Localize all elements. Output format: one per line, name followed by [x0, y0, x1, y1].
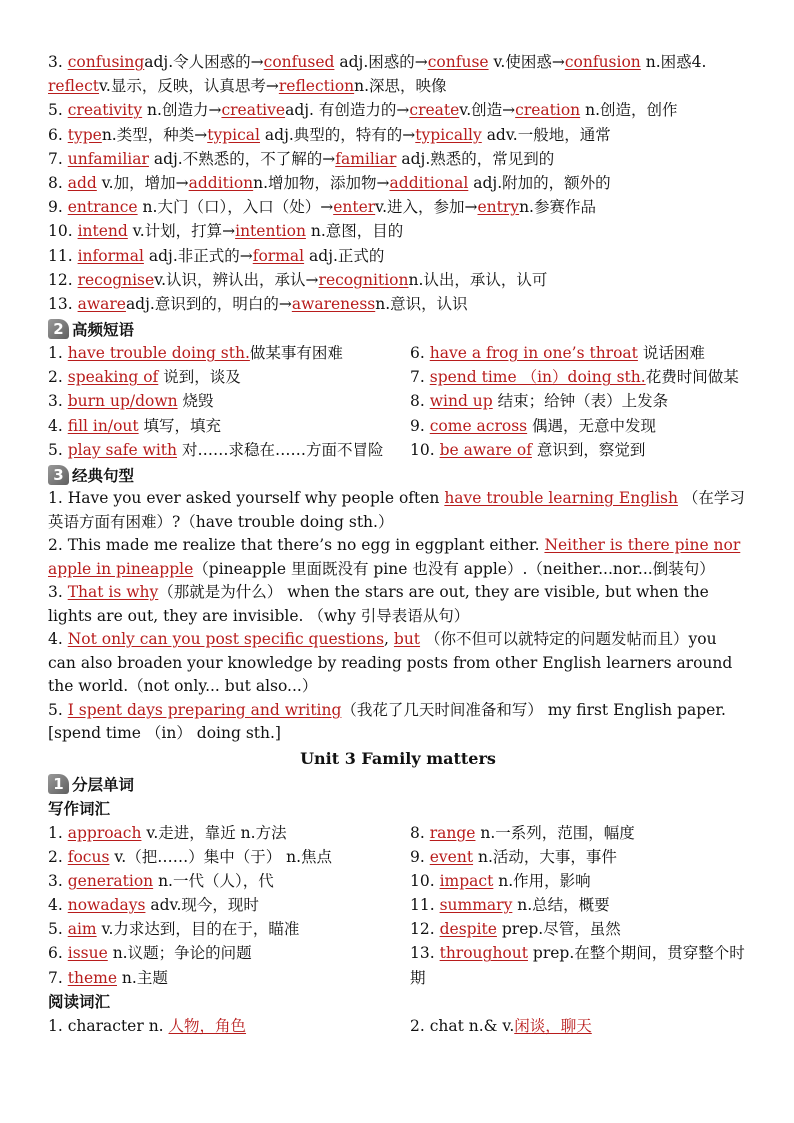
word-line: 3. confusingadj.令人困惑的→confused adj.困惑的→confuse v.使困惑→confusion n.困惑4. — [48, 53, 707, 71]
document-page — [48, 50, 748, 1038]
word-line: 5. creativity n.创造力→creativeadj. 有创造力的→createv.创造→creation n.创造，创作 — [48, 101, 678, 120]
phrase-item: 1. have trouble doing sth.做某事有困难 — [48, 344, 343, 363]
vocab-item: 5. aim v.力求达到，目的在于，瞄准 — [48, 920, 300, 939]
vocab-column-left — [48, 821, 410, 990]
word-line: 12. recognisev.认识，辨认出，承认→recognitionn.认出，承认，认可 — [48, 270, 548, 289]
vocab-item: 2. chat n.& v.闲谈，聊天 — [410, 1016, 592, 1035]
vocab-item: 13. throughout prep.在整个期间，贯穿整个时期 — [410, 944, 745, 987]
sentence-item: 3. That is why（那就是为什么） when the stars are out, they are visible, but when the lights are out, they are invisible. （why 引导表语从句） — [48, 583, 709, 625]
phrase-item: 6. have a frog in one’s throat 说话困难 — [410, 344, 705, 363]
word-line: 10. intend v.计划，打算→intention n.意图，目的 — [48, 222, 404, 241]
word-list-top — [48, 50, 748, 316]
phrase-item: 10. be aware of 意识到，察觉到 — [410, 440, 646, 459]
section-number-badge: 1 — [48, 774, 69, 794]
word-line: 9. entrance n.大门（口），入口（处）→enterv.进入，参加→entryn.参赛作品 — [48, 198, 596, 217]
vocab-item: 9. event n.活动，大事，事件 — [410, 847, 617, 866]
unit-title: Unit 3 Family matters — [300, 748, 496, 768]
section-number-badge: 2 — [48, 319, 69, 339]
section-header-vocabulary — [48, 772, 748, 797]
vocab-item: 12. despite prep.尽管，虽然 — [410, 920, 621, 939]
phrase-column-right — [410, 341, 748, 462]
word-line: 11. informal adj.非正式的→formal adj.正式的 — [48, 246, 385, 265]
sentence-list — [48, 487, 748, 746]
vocab-item: 1. character n. 人物，角色 — [48, 1016, 247, 1035]
vocab-item: 4. nowadays adv.现今，现时 — [48, 896, 259, 915]
vocab-columns — [48, 821, 748, 990]
phrase-item: 8. wind up 结束；给钟（表）上发条 — [410, 392, 669, 411]
phrase-item: 5. play safe with 对……求稳在……方面不冒险 — [48, 440, 384, 459]
vocab-item: 6. issue n.议题；争论的问题 — [48, 944, 252, 963]
sentence-item: 5. I spent days preparing and writing（我花了几天时间准备和写） my first English paper. [spend time （in） doing sth.] — [48, 700, 726, 743]
section-title: 高频短语 — [72, 320, 135, 339]
phrase-item: 7. spend time （in）doing sth.花费时间做某 — [410, 368, 739, 387]
section-number-badge: 3 — [48, 465, 69, 485]
section-header-sentences — [48, 462, 748, 487]
reading-vocab-row — [48, 1014, 748, 1038]
section-title: 分层单词 — [72, 776, 135, 795]
sentence-item: 4. Not only can you post specific questions, but （你不但可以就特定的问题发帖而且）you can also broaden your knowledge by reading posts from other English learners around the world.（not only... but also...） — [48, 630, 733, 696]
section-header-phrases — [48, 316, 748, 341]
sentence-item: 1. Have you ever asked yourself why people often have trouble learning English （在学习英语方面有困难）?（have trouble doing sth.） — [48, 489, 745, 531]
phrase-item: 4. fill in/out 填写，填充 — [48, 416, 222, 435]
phrase-columns — [48, 341, 748, 462]
word-line: reflectv.显示，反映，认真思考→reflectionn.深思，映像 — [48, 77, 447, 96]
phrase-column-left — [48, 341, 410, 462]
sentence-item: 2. This made me realize that there’s no egg in eggplant either. Neither is there pine nor apple in pineapple（pineapple 里面既没有 pine 也没有 apple）.（neither...nor...倒装句） — [48, 536, 741, 578]
vocab-item: 1. approach v.走进，靠近 n.方法 — [48, 823, 287, 842]
vocab-item: 2. focus v.（把……）集中（于） n.焦点 — [48, 847, 333, 866]
word-line: 7. unfamiliar adj.不熟悉的，不了解的→familiar adj.熟悉的，常见到的 — [48, 149, 555, 168]
word-line: 6. typen.类型，种类→typical adj.典型的，特有的→typically adv.一般地，通常 — [48, 125, 611, 144]
vocab-item: 7. theme n.主题 — [48, 968, 168, 987]
phrase-item: 9. come across 偶遇，无意中发现 — [410, 416, 657, 435]
subheading-writing-vocab: 写作词汇 — [48, 799, 111, 818]
section-title: 经典句型 — [72, 466, 135, 485]
vocab-column-right — [410, 821, 748, 990]
vocab-item: 8. range n.一系列，范围，幅度 — [410, 823, 635, 842]
vocab-item: 11. summary n.总结，概要 — [410, 896, 610, 915]
phrase-item: 3. burn up/down 烧毁 — [48, 392, 214, 411]
vocab-item: 10. impact n.作用，影响 — [410, 871, 591, 890]
phrase-item: 2. speaking of 说到，谈及 — [48, 368, 241, 387]
vocab-item: 3. generation n.一代（人），代 — [48, 871, 274, 890]
word-line: 13. awareadj.意识到的，明白的→awarenessn.意识，认识 — [48, 294, 468, 313]
subheading-reading-vocab: 阅读词汇 — [48, 992, 111, 1011]
word-line: 8. add v.加，增加→additionn.增加物，添加物→additional adj.附加的，额外的 — [48, 173, 611, 192]
